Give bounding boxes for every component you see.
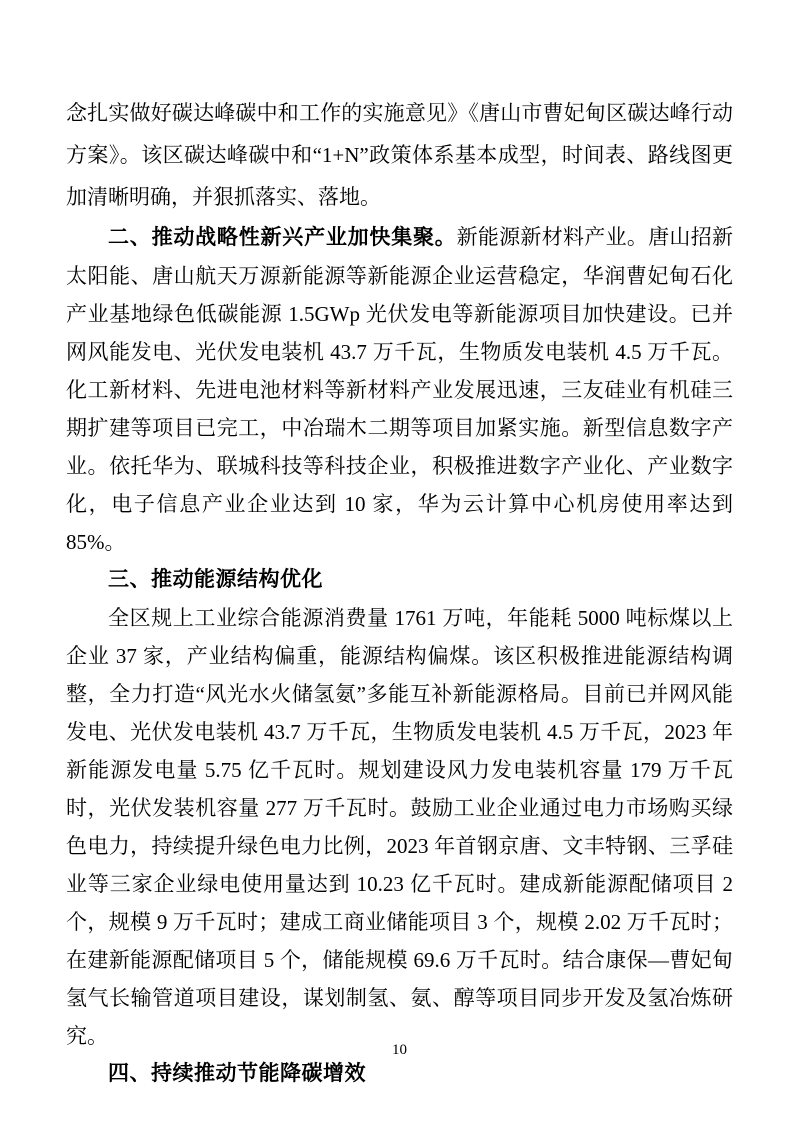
page-body — [66, 92, 733, 1093]
paragraph-continuation: 念扎实做好碳达峰碳中和工作的实施意见》《唐山市曹妃甸区碳达峰行动方案》。该区碳达峰碳中和“1+N”政策体系基本成型，时间表、路线图更加清晰明确，并狠抓落实、落地。 — [66, 101, 733, 209]
page-number: 10 — [392, 1042, 407, 1058]
section-2-paragraph — [66, 218, 733, 561]
section-4-heading: 四、持续推动节能降碳增效 — [108, 1062, 366, 1085]
section-3-heading: 三、推动能源结构优化 — [108, 568, 323, 591]
section-2-heading: 二、推动战略性新兴产业加快集聚。 — [108, 226, 457, 249]
section-2-body-text: 新能源新材料产业。唐山招新太阳能、唐山航天万源新能源等新能源企业运营稳定，华润曹妃甸石化产业基地绿色低碳能源 1.5GWp 光伏发电等新能源项目加快建设。已并网风能发电、光伏发电装机 43.7 万千瓦，生物质发电装机 4.5 万千瓦。化工新材料、先进电池材料等新材料产业发展迅速，三友硅业有机硅三期扩建等项目已完工，中冶瑞木二期等项目加紧实施。新型信息数字产业。依托华为、联城科技等科技企业，积极推进数字产业化、产业数字化，电子信息产业企业达到 10 家，华为云计算中心机房使用率达到 85%。 — [66, 225, 734, 554]
section-3-paragraph: 全区规上工业综合能源消费量 1761 万吨，年能耗 5000 吨标煤以上企业 37 家，产业结构偏重，能源结构偏煤。该区积极推进能源结构调整，全力打造“风光水火储氢氨”多能互补新能源格局。目前已并网风能发电、光伏发电装机 43.7 万千瓦，生物质发电装机 4.5 万千瓦，2023 年新能源发电量 5.75 亿千瓦时。规划建设风力发电装机容量 179 万千瓦时，光伏发装机容量 277 万千瓦时。鼓励工业企业通过电力市场购买绿色电力，持续提升绿色电力比例，2023 年首钢京唐、文丰特钢、三孚硅业等三家企业绿电使用量达到 10.23 亿千瓦时。建成新能源配储项目 2 个，规模 9 万千瓦时；建成工商业储能项目 3 个，规模 2.02 万千瓦时；在建新能源配储项目 5 个，储能规模 69.6 万千瓦时。结合康保—曹妃甸氢气长输管道项目建设，谋划制氢、氨、醇等项目同步开发及氢冶炼研究。 — [66, 606, 733, 1048]
